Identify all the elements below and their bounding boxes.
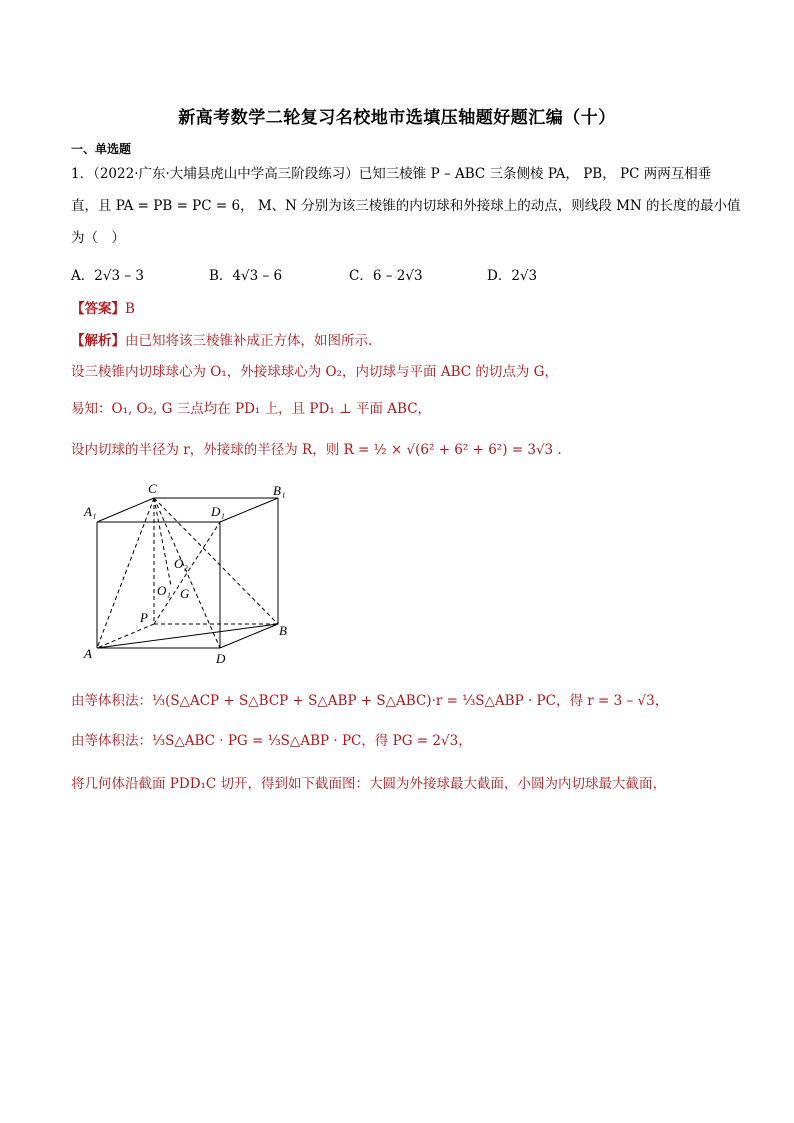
section-heading: 一、单选题 bbox=[71, 142, 132, 156]
label-d1: D₁ bbox=[211, 504, 225, 519]
label-g: G bbox=[180, 586, 190, 601]
cube-figure bbox=[70, 478, 310, 673]
option-a: A．2√3 – 3 bbox=[71, 268, 144, 284]
answer-value: B bbox=[125, 301, 135, 317]
option-c: C．6 – 2√3 bbox=[349, 268, 423, 284]
solution-line-3: 易知：O₁, O₂, G 三点均在 PD₁ 上，且 PD₁ ⊥ 平面 ABC， bbox=[71, 401, 432, 417]
question-line-1: 1．（2022·广东·大埔县虎山中学高三阶段练习）已知三棱锥 P – ABC 三条侧棱 PA， PB， PC 两两互相垂 bbox=[71, 166, 712, 182]
label-p: P bbox=[140, 610, 148, 625]
answer-line bbox=[71, 301, 135, 317]
question-line-3: 为（ ） bbox=[71, 230, 125, 246]
label-d: D bbox=[216, 651, 226, 666]
solution-line-5: 由等体积法：⅓(S△ACP + S△BCP + S△ABP + S△ABC)·r = ⅓S△ABP · PC，得 r = 3 – √3， bbox=[71, 693, 669, 709]
label-c: C bbox=[148, 481, 157, 496]
solution-line-6: 由等体积法：⅓S△ABC · PG = ⅓S△ABP · PC，得 PG = 2√3， bbox=[71, 733, 472, 749]
solution-line-1 bbox=[71, 333, 372, 349]
label-a1: A₁ bbox=[84, 504, 97, 519]
solution-label: 【解析】 bbox=[71, 333, 125, 349]
solution-line-7: 将几何体沿截面 PDD₁C 切开，得到如下截面图：大圆为外接球最大截面，小圆为内切球最大截面， bbox=[71, 776, 667, 792]
question-line-2: 直，且 PA = PB = PC = 6， M、N 分别为该三棱锥的内切球和外接球上的动点，则线段 MN 的长度的最小值 bbox=[71, 198, 741, 214]
label-a: A bbox=[84, 646, 92, 661]
label-b1: B₁ bbox=[273, 483, 286, 498]
solution-line-2: 设三棱锥内切球球心为 O₁，外接球球心为 O₂，内切球与平面 ABC 的切点为 G， bbox=[71, 364, 558, 380]
option-d: D．2√3 bbox=[487, 268, 538, 284]
label-o1: O₁ bbox=[157, 583, 171, 598]
solution-intro: 由已知将该三棱锥补成正方体，如图所示. bbox=[125, 333, 373, 349]
label-b: B bbox=[279, 623, 287, 638]
answer-label: 【答案】 bbox=[71, 301, 125, 317]
option-b: B．4√3 – 6 bbox=[209, 268, 283, 284]
label-o2: O₂ bbox=[174, 556, 188, 571]
solution-line-4: 设内切球的半径为 r，外接球的半径为 R，则 R = ½ × √(6² + 6² + 6²) = 3√3 . bbox=[71, 442, 562, 458]
page-title: 新高考数学二轮复习名校地市选填压轴题好题汇编（十） bbox=[178, 108, 616, 128]
